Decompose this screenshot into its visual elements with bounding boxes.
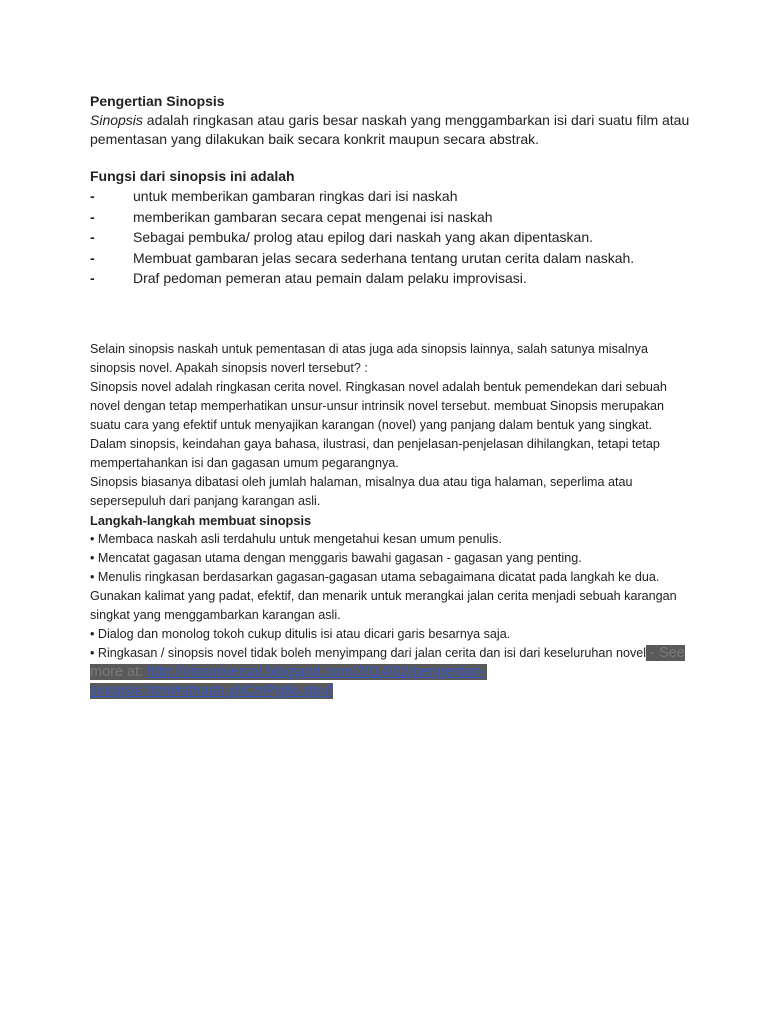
fungsi-list <box>90 186 690 289</box>
paragraph: Dalam sinopsis, keindahan gaya bahasa, ilustrasi, dan penjelasan-penjelasan dihilangkan, tetapi tetap mempertahankan isi dan gagasan umum pegarangnya. <box>90 436 660 470</box>
fungsi-heading: Fungsi dari sinopsis ini adalah <box>90 168 295 184</box>
langkah-heading: Langkah-langkah membuat sinopsis <box>90 512 312 528</box>
definition-term: Sinopsis <box>90 112 143 128</box>
list-item-text: untuk memberikan gambaran ringkas dari isi naskah <box>133 188 458 204</box>
dash-bullet: - <box>90 249 95 266</box>
list-item <box>90 186 690 207</box>
list-item-text: Sebagai pembuka/ prolog atau epilog dari naskah yang akan dipentaskan. <box>133 229 593 245</box>
paragraph: Sinopsis biasanya dibatasi oleh jumlah halaman, misalnya dua atau tiga halaman, seperlima atau sepersepuluh dari panjang karangan asli. <box>90 474 633 508</box>
dash-bullet: - <box>90 270 95 286</box>
langkah-item: • Mencatat gagasan utama dengan menggaris bawahi gagasan - gagasan yang penting. <box>90 550 582 565</box>
definition-text: adalah ringkasan atau garis besar naskah yang menggambarkan isi dari suatu film atau pementasan yang dilakukan baik secara konkrit maupun secara abstrak. <box>90 112 690 147</box>
langkah-item-last <box>90 644 690 701</box>
document-page <box>90 92 690 701</box>
list-item <box>90 248 690 269</box>
definition-paragraph <box>90 111 690 149</box>
list-item-text: Draf pedoman pemeran atau pemain dalam pelaku improvisasi. <box>133 270 527 286</box>
langkah-last-text: • Ringkasan / sinopsis novel tidak boleh menyimpang dari jalan cerita dan isi dari keseluruhan novel <box>90 645 647 660</box>
list-item <box>90 268 690 289</box>
dash-bullet: - <box>90 208 95 225</box>
dash-bullet: - <box>90 188 95 204</box>
dash-bullet: - <box>90 229 95 245</box>
langkah-item: • Membaca naskah asli terdahulu untuk mengetahui kesan umum penulis. <box>90 531 502 546</box>
list-item-text: Membuat gambaran jelas secara sederhana tentang urutan cerita dalam naskah. <box>133 249 635 266</box>
paragraph: Sinopsis novel adalah ringkasan cerita novel. Ringkasan novel adalah bentuk pemendekan dari sebuah novel dengan tetap memperhatikan unsur-unsur intrinsik novel tersebut. membuat Sinopsis merupakan suatu cara yang efektif untuk menyajikan karangan (novel) yang panjang dalam bentuk yang singkat. <box>90 379 667 432</box>
body-text-block <box>90 340 690 701</box>
page-title: Pengertian Sinopsis <box>90 93 225 109</box>
list-item <box>90 227 690 248</box>
source-link[interactable]: http://visiuniversal.blogspot.com/2014/02/pengertian-sinopsis.html#sthash.ybCmPg8o.dpuf <box>90 663 487 699</box>
langkah-item: • Menulis ringkasan berdasarkan gagasan-gagasan utama sebagaimana dicatat pada langkah ke dua. Gunakan kalimat yang padat, efektif, dan menarik untuk merangkai jalan cerita menjadi sebuah karangan singkat yang menggambarkan karangan asli. <box>90 569 677 622</box>
paragraph: Selain sinopsis naskah untuk pementasan di atas juga ada sinopsis lainnya, salah satunya misalnya sinopsis novel. Apakah sinopsis noverl tersebut? : <box>90 341 648 375</box>
list-item-text: memberikan gambaran secara cepat mengenai isi naskah <box>133 208 493 225</box>
see-more-prefix: - See more at: <box>90 644 685 680</box>
list-item <box>90 207 690 228</box>
langkah-item: • Dialog dan monolog tokoh cukup ditulis isi atau dicari garis besarnya saja. <box>90 626 511 641</box>
